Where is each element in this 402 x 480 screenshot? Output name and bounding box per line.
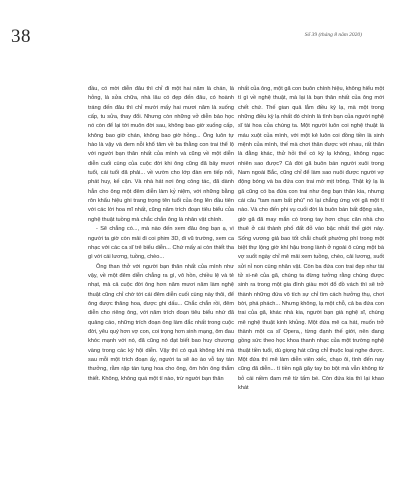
right-paragraph-1: nhất của ông, một gã con buôn chính hiệu, không hiểu một tí gì về nghệ thuật, mà lại là bạn thân nhất của ông mới chết chứ. Thế gian quả lắm điều kỳ lạ, mà một trong những điều kỳ lạ nhất đó chính là tình bạn của người nghệ sĩ tài hoa của chúng ta. Một người luôn coi nghệ thuật là máu xuột của mình, với một kẻ luôn coi đồng tiền là sinh mệnh của mình, thế mà chơi thân được với nhau, rất thân là đằng khác, thử hỏi thế có kỳ lạ không, không ngạc nhiên sao được? Cả đời gã buôn bán người xuôi trong Nam ngoài Bắc, cũng chỉ để làm sao nuôi được người vợ động bóng và ba đứa con trai mờ mịt trông. Thật kỳ lạ là gã cũng có ba đứa con trai như ông bạn thân kia, nhưng cái câu "tam nam bất phú" nó lại chẳng ứng với gã một tí nào. Và cho đến phi vụ cuối đời là buôn bán bất động sản, giờ gã đã may mắn có trong tay hơn chục căn nhà cho thuê ở cái thành phố đất đỏ vào bậc nhất thế giới này. Sống vương giả bao tốt chẳi chuốt phường phí trong một biệt thự lộng giờ khí hậu trong lành ở ngoài ô cùng một bà vợ suốt ngày chỉ mê mải xem tuồng, chèo, cải lương, suốt sửi nỉ non cùng nhân vật. Còn ba đứa con trai đẹp như tài tử xi-nê của gã, chúng ta đừng tưởng rằng chúng được sinh ra trong một gia đình giàu mới đổ đồ vách thì sẽ trở thành những đứa vô tích sự chỉ tìm cách hưởng thụ, chơi bời, phá phách... Nhưng không, lạ một chỗ, cả ba đứa con trai của gã, khác nhà kia, người bạn già nghệ sĩ, chúng mê nghệ thuật kinh khủng. Một đứa mê ca hát, muốn trở thành một ca sĩ Opera,, từng đạnh thế giới, nên đang gồng sức theo học khoa thanh nhạc của một trường nghệ thuật tiền tuổi, dù giọng hát cũng chỉ thuộc loại nghe được. Một đứa thì mê làm diễn viên xiếc, chạo ôi, tình đến nay cũng đã diễn... tí tiền ngã gãy tay bo bột mà vẫn không từ bỏ cái niềm đam mê từ tấm bé. Còn đứa kia thì lại khao khát	[238, 86, 384, 391]
left-column	[88, 85, 234, 393]
left-paragraph-2: - Sẽ chẳng có..., mà nào đến xem đâu ông bạn ạ, vì người ta giờ còn mải đi coi phim 3D, đi vũ trường, xem ca nhạc với các ca sĩ trẻ biểu diễn... Chứ mấy ai còn thiết tha gì với cái lương, tuồng, chèo...	[88, 226, 234, 261]
article-body	[88, 85, 384, 393]
page-number: 38	[11, 26, 31, 47]
left-paragraph-1: đầu, có mời diễn đâu thì chỉ đi một hai năm là chán, là hỏng, là sửa chữa, nhà lâu có đẹp đến đâu, có hoành tráng đến đâu thì chỉ mười mấy hai mươi năm là xuống cấp, tu sửa, thay đổi. Nhưng còn những vở diễn bảo học nó còn để lại tới muôn đời sau, không bao giờ xuống cấp, không bao giờ chán, không bao giờ hỏng... Ông luôn tự hào là vậy và đem nỗi khổ tâm về ba thằng con trai thể lộ với người bạn thân nhất của mình và cũng về một diễn diễn cuối cùng của cuộc đời khi ông cũng đã bảy mươi tuổi, cái tuổi đã phải... về vườn cho lớp đàn em tiếp nối, phát huy, kế cận. Và nhà hát nơi ông công tác, đã dành hẳn cho ông một đêm diễn làm kỷ niệm, với những bằng rôn khẩu hiệu ghi trang trọng tên tuổi của ông lên đầu tiên với các lời hoa mĩ nhất, cũng năm trích đoạn tiêu biểu của nghệ thuật tuồng mà chắc chắn ông là nhân vật chính.	[88, 86, 234, 223]
right-column	[238, 85, 384, 393]
left-paragraph-3: Ông than thở với người bạn thân nhất của mình như vậy, về một đêm diễn chẳng ra gì, vô hồn, chiều lệ và tẻ nhạt, mà cả cuộc đời ông hơn năm mươi năm làm nghệ thuật cũng chỉ chờ tới cái đêm diễn cuối cùng này thôi, để ông được thăng hoa, được ghi dấu... Chắc chắn rồi, đêm diễn cho riêng ông, với năm trích đoạn tiêu biểu nhứ đã quảng cáo, những trích đoạn ông làm đắc nhất trong cuộc đời, yêu quý hơn vợ con, coi trọng hơn sinh mạng, ôm đau khóc mạnh với nó, đã cũng nó đạt biết bao huy chương vàng trong các kỳ hội diễn. Vậy thì có quả không khi mà sau mỗi một trích đoạn ấy, người ta sẽ ào ào vỗ tay tán thưởng, rằm rập tán tụng hoa cho ông, ôm hôn ông thắm thiết. Không, không quá một tí nào, trừ người bạn thân	[88, 263, 234, 382]
issue-label: Số 39 (tháng 8 năm 2020)	[304, 32, 362, 38]
